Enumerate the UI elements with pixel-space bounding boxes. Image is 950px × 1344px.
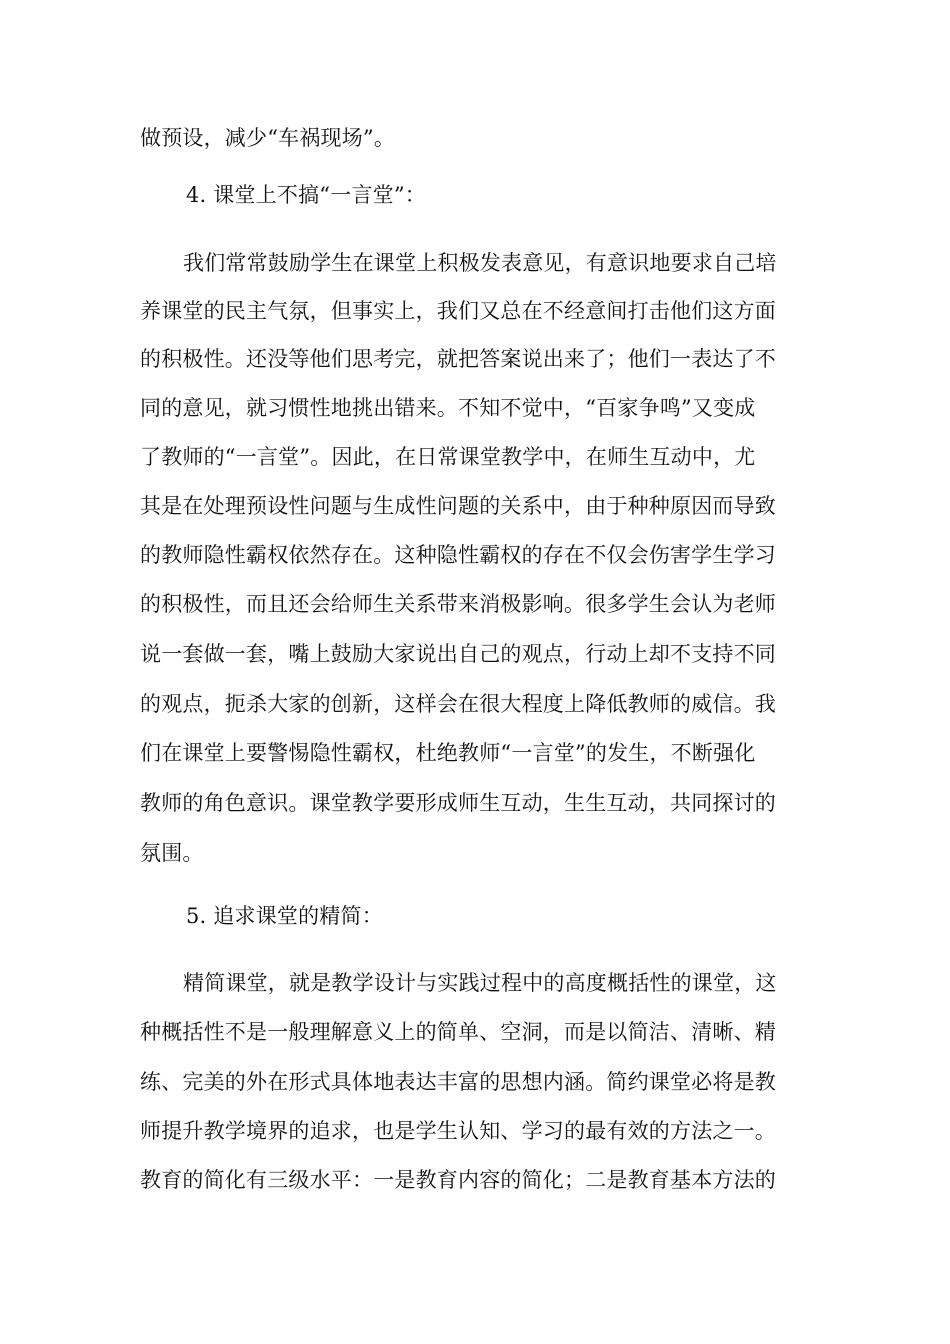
text-line: 了教师的“一言堂”。因此，在日常课堂教学中，在师生互动中，尤 — [140, 445, 756, 469]
text-line: 种概括性不是一般理解意义上的简单、空洞，而是以简洁、清晰、精 — [140, 1020, 776, 1044]
paragraph-first-line: 我们常常鼓励学生在课堂上积极发表意见，有意识地要求自己培 — [183, 251, 777, 275]
text-line: 同的意见，就习惯性地挑出错来。不知不觉中，“百家争鸣”又变成 — [140, 396, 756, 420]
text-line: 的观点，扼杀大家的创新，这样会在很大程度上降低教师的威信。我 — [140, 692, 776, 716]
text-line: 教师的角色意识。课堂教学要形成师生互动，生生互动，共同探讨的 — [140, 791, 776, 815]
text-line: 其是在处理预设性问题与生成性问题的关系中，由于种种原因而导致 — [140, 494, 776, 518]
paragraph-first-line: 精简课堂，就是教学设计与实践过程中的高度概括性的课堂，这 — [183, 971, 777, 995]
text-line: 师提升教学境界的追求，也是学生认知、学习的最有效的方法之一。 — [140, 1119, 776, 1143]
text-line: 们在课堂上要警惕隐性霸权，杜绝教师“一言堂”的发生，不断强化 — [140, 741, 756, 765]
text-line: 练、完美的外在形式具体地表达丰富的思想内涵。简约课堂必将是教 — [140, 1070, 776, 1094]
section-heading: 5. 追求课堂的精简： — [186, 904, 383, 928]
text-line: 的积极性。还没等他们思考完，就把答案说出来了；他们一表达了不 — [140, 347, 776, 371]
text-line: 做预设，减少“车祸现场”。 — [140, 126, 396, 150]
section-heading: 4. 课堂上不搞“一言堂”： — [186, 183, 426, 207]
text-line: 氛围。 — [140, 841, 204, 865]
text-line: 的积极性，而且还会给师生关系带来消极影响。很多学生会认为老师 — [140, 592, 776, 616]
text-line: 的教师隐性霸权依然存在。这种隐性霸权的存在不仅会伤害学生学习 — [140, 543, 776, 567]
text-line: 说一套做一套，嘴上鼓励大家说出自己的观点，行动上却不支持不同 — [140, 642, 776, 666]
text-line: 养课堂的民主气氛，但事实上，我们又总在不经意间打击他们这方面 — [140, 299, 776, 323]
text-line: 教育的简化有三级水平：一是教育内容的简化；二是教育基本方法的 — [140, 1168, 776, 1192]
